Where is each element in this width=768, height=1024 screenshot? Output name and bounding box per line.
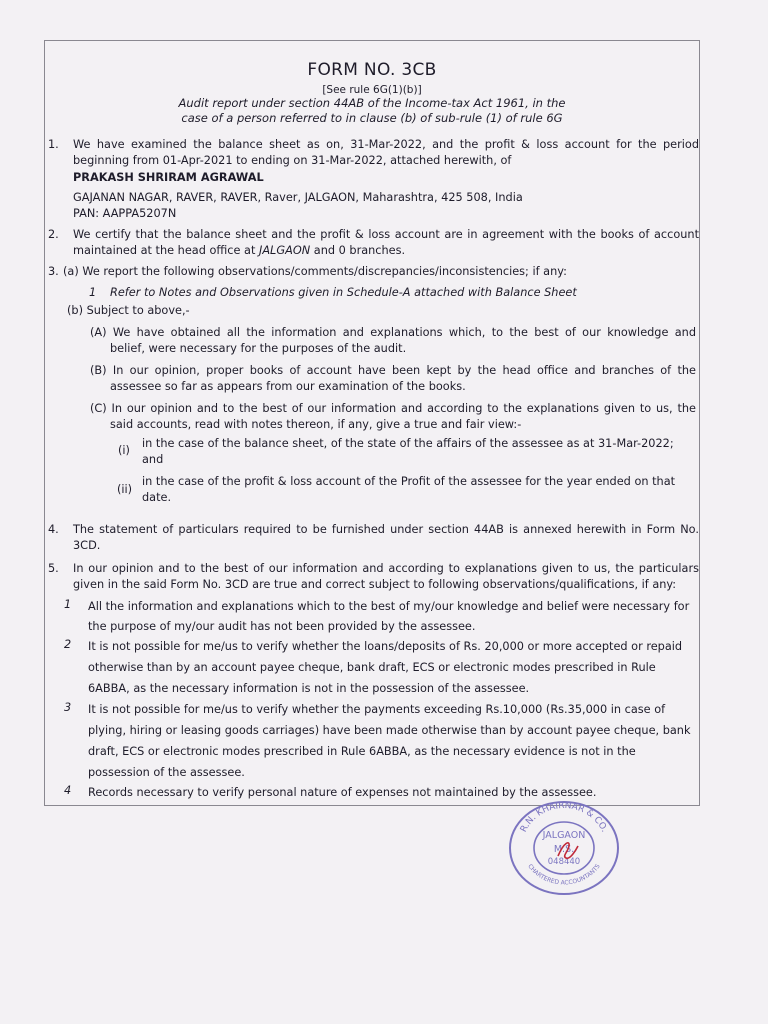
head-office-place: JALGAON: [259, 244, 311, 257]
para2-line1: We certify that the balance sheet and the profit & loss account are in agreement with the books of account: [73, 228, 699, 241]
para5-item4-number: 4: [64, 784, 72, 797]
seal-city: JALGAON: [542, 830, 586, 841]
seal-bottom-text: CHARTERED ACCOUNTANTS: [526, 863, 602, 887]
para5-item4-line1: Records necessary to verify personal nature of expenses not maintained by the assessee.: [88, 786, 597, 799]
para4-number: 4.: [48, 523, 59, 536]
para5-item3-line3: draft, ECS or electronic modes prescribed in Rule 6ABBA, as the necessary evidence is not in the: [88, 745, 636, 758]
para2-line2: maintained at the head office at JALGAON and 0 branches.: [73, 244, 406, 257]
para3-C-line2: said accounts, read with notes thereon, if any, give a true and fair view:-: [110, 418, 522, 431]
para3-ii-line1: in the case of the profit & loss account of the Profit of the assessee for the year ended on that: [142, 475, 676, 488]
para5-item2-line3: 6ABBA, as the necessary information is not in the possession of the assessee.: [88, 682, 530, 695]
para5-item3-line1: It is not possible for me/us to verify whether the payments exceeding Rs.10,000 (Rs.35,000 in case of: [88, 703, 666, 716]
para5-line1: In our opinion and to the best of our information and according to explanations given to us, the particulars: [73, 562, 699, 575]
assessee-name: PRAKASH SHRIRAM AGRAWAL: [73, 171, 264, 184]
para3-number: 3.: [48, 265, 59, 278]
para3-a-item-number: 1: [89, 286, 97, 299]
para5-item1-line1: All the information and explanations which to the best of my/our knowledge and belief were necessary for: [88, 600, 690, 613]
para3-B-line2: assessee so far as appears from our examination of the books.: [110, 380, 466, 393]
para3-b-line: (b) Subject to above,-: [67, 304, 190, 317]
para3-A-line2: belief, were necessary for the purposes of the audit.: [110, 342, 407, 355]
para3-C-line1: (C) In our opinion and to the best of our information and according to the explanations given to us, the: [90, 402, 696, 415]
form-subtitle-line2: case of a person referred to in clause (b) of sub-rule (1) of rule 6G: [181, 111, 563, 125]
para5-line2: given in the said Form No. 3CD are true and correct subject to following observations/qualifications, if any:: [73, 578, 677, 591]
para5-item3-line4: possession of the assessee.: [88, 766, 245, 779]
para3-a-item-text: Refer to Notes and Observations given in Schedule-A attached with Balance Sheet: [110, 286, 577, 299]
para3-ii-number: (ii): [117, 483, 133, 496]
para5-item3-number: 3: [64, 701, 72, 714]
para1-line1: We have examined the balance sheet as on, 31-Mar-2022, and the profit & loss account for the period: [73, 138, 699, 151]
form-subtitle-line1: Audit report under section 44AB of the Income-tax Act 1961, in the: [178, 96, 566, 110]
para3-i-number: (i): [118, 444, 130, 457]
para5-item2-number: 2: [64, 638, 72, 651]
para3-B-line1: (B) In our opinion, proper books of account have been kept by the head office and branches of the: [90, 364, 696, 377]
para1-number: 1.: [48, 138, 59, 151]
seal-pin: 048440: [547, 857, 581, 867]
para3-a-line: (a) We report the following observations/comments/discrepancies/inconsistencies; if any:: [63, 265, 567, 278]
para5-item2-line2: otherwise than by an account payee cheque, bank draft, ECS or electronic modes prescribed in Rule: [88, 661, 656, 674]
assessee-pan: PAN: AAPPA5207N: [73, 207, 177, 220]
para5-item3-line2: plying, hiring or leasing goods carriages) have been made otherwise than by account payee cheque, bank: [88, 724, 691, 737]
para2-number: 2.: [48, 228, 59, 241]
seal-state: M.S.: [553, 844, 575, 855]
para5-item1-number: 1: [64, 598, 72, 611]
para3-i-line1: in the case of the balance sheet, of the state of the affairs of the assessee as at 31-Mar-2022;: [142, 437, 674, 450]
form-rule: [See rule 6G(1)(b)]: [322, 84, 422, 96]
form-title: FORM NO. 3CB: [307, 60, 437, 80]
para4-line1: The statement of particulars required to be furnished under section 44AB is annexed herewith in Form No.: [73, 523, 699, 536]
para1-line2: beginning from 01-Apr-2021 to ending on 31-Mar-2022, attached herewith, of: [73, 154, 512, 167]
para3-A-line1: (A) We have obtained all the information and explanations which, to the best of our knowledge and: [90, 326, 696, 339]
para3-i-line2: and: [142, 453, 164, 466]
firm-seal-stamp: [506, 796, 622, 896]
assessee-address: GAJANAN NAGAR, RAVER, RAVER, Raver, JALGAON, Maharashtra, 425 508, India: [73, 191, 523, 204]
para5-item2-line1: It is not possible for me/us to verify whether the loans/deposits of Rs. 20,000 or more accepted or repaid: [88, 640, 683, 653]
para3-ii-line2: date.: [142, 491, 172, 504]
para5-number: 5.: [48, 562, 59, 575]
seal-ring-text: R.N. KHAIRNAR & CO.: [518, 800, 610, 834]
para4-line2: 3CD.: [73, 539, 101, 552]
para5-item1-line2: the purpose of my/our audit has not been provided by the assessee.: [88, 620, 476, 633]
